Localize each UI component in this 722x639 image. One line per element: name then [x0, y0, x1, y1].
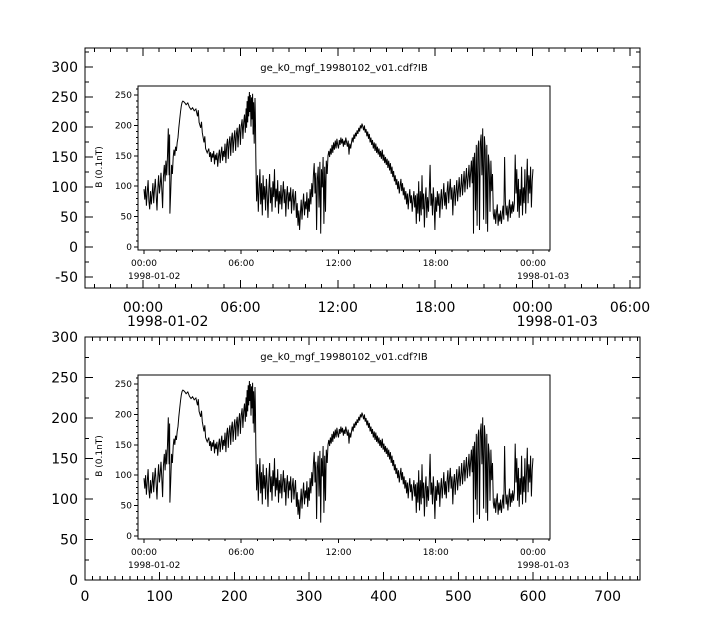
x-tick-label: 00:00 — [122, 300, 164, 316]
inset-y-tick-label: 150 — [114, 151, 132, 162]
y-tick-label: 200 — [51, 411, 78, 427]
outer-panel-top — [51, 48, 650, 330]
inset-ylabel-top: B (0.1nT) — [95, 146, 105, 188]
inset-y-tick-label: 0 — [126, 243, 132, 253]
inset-title-bottom: ge_k0_mgf_19980102_v01.cdf?IB — [260, 352, 428, 363]
inset-ylabel-bottom: B (0.1nT) — [95, 435, 105, 477]
inset-x-tick-label: 06:00 — [228, 548, 255, 558]
x-tick-label: 500 — [444, 589, 472, 605]
x-tick-label: 200 — [220, 589, 248, 605]
x-tick-label: 00:00 — [512, 300, 553, 316]
y-tick-label: 200 — [51, 120, 78, 136]
y-tick-label: 250 — [51, 90, 78, 106]
inset-x-date-label: 1998-01-02 — [128, 272, 181, 282]
inset-plot-top — [115, 86, 569, 282]
y-tick-label: 50 — [60, 532, 78, 549]
x-tick-label: 06:00 — [220, 300, 261, 316]
inset-y-tick-label: 200 — [114, 410, 132, 421]
y-tick-label: 50 — [60, 210, 78, 226]
inset-x-tick-label: 12:00 — [325, 548, 352, 558]
x-tick-label: 0 — [80, 589, 90, 605]
inset-y-tick-label: 100 — [114, 182, 132, 193]
x-tick-label: 18:00 — [415, 300, 456, 316]
y-tick-label: -50 — [55, 270, 78, 286]
inset-x-tick-label: 18:00 — [422, 259, 449, 269]
inset-x-date-label: 1998-01-02 — [128, 561, 181, 571]
inset-x-tick-label: 00:00 — [131, 548, 157, 558]
y-tick-label: 100 — [51, 180, 78, 196]
x-tick-label: 12:00 — [317, 300, 358, 316]
inset-title-top: ge_k0_mgf_19980102_v01.cdf?IB — [260, 63, 428, 74]
x-tick-label: 700 — [594, 589, 622, 605]
inset-y-tick-label: 50 — [120, 212, 132, 223]
x-tick-label: 400 — [370, 589, 398, 605]
x-date-label: 1998-01-02 — [127, 314, 209, 330]
b-field-trace — [144, 92, 533, 234]
x-tick-label: 100 — [146, 589, 174, 605]
inset-x-tick-label: 12:00 — [325, 259, 352, 269]
y-tick-label: 0 — [69, 573, 78, 589]
inset-y-tick-label: 250 — [114, 91, 132, 101]
inset-plot-bottom — [115, 375, 569, 571]
y-tick-label: 300 — [51, 60, 78, 76]
x-tick-label: 600 — [519, 589, 547, 605]
inset-y-tick-label: 200 — [114, 121, 132, 132]
inset-y-tick-label: 0 — [126, 532, 132, 542]
inset-x-tick-label: 06:00 — [228, 259, 255, 269]
inset-x-date-label: 1998-01-03 — [516, 272, 570, 282]
inset-x-tick-label: 00:00 — [520, 259, 546, 269]
inset-y-tick-label: 150 — [114, 440, 132, 451]
y-tick-label: 0 — [69, 240, 78, 256]
inset-x-tick-label: 18:00 — [422, 548, 449, 558]
y-tick-label: 300 — [51, 330, 78, 346]
b-field-trace — [144, 381, 533, 523]
inset-x-tick-label: 00:00 — [520, 548, 546, 558]
inset-y-tick-label: 250 — [114, 380, 132, 390]
y-tick-label: 150 — [51, 150, 78, 166]
y-tick-label: 250 — [51, 370, 78, 387]
inset-y-tick-label: 100 — [114, 471, 132, 482]
inset-x-tick-label: 00:00 — [131, 259, 157, 269]
axes-frame — [85, 337, 640, 580]
inset-x-date-label: 1998-01-03 — [516, 561, 570, 571]
x-date-label: 1998-01-03 — [516, 314, 598, 330]
x-tick-label: 06:00 — [609, 300, 651, 316]
x-tick-label: 300 — [295, 589, 323, 605]
y-tick-label: 100 — [51, 492, 78, 508]
axes-frame — [85, 48, 640, 288]
inset-y-tick-label: 50 — [120, 501, 132, 512]
y-tick-label: 150 — [51, 451, 78, 468]
